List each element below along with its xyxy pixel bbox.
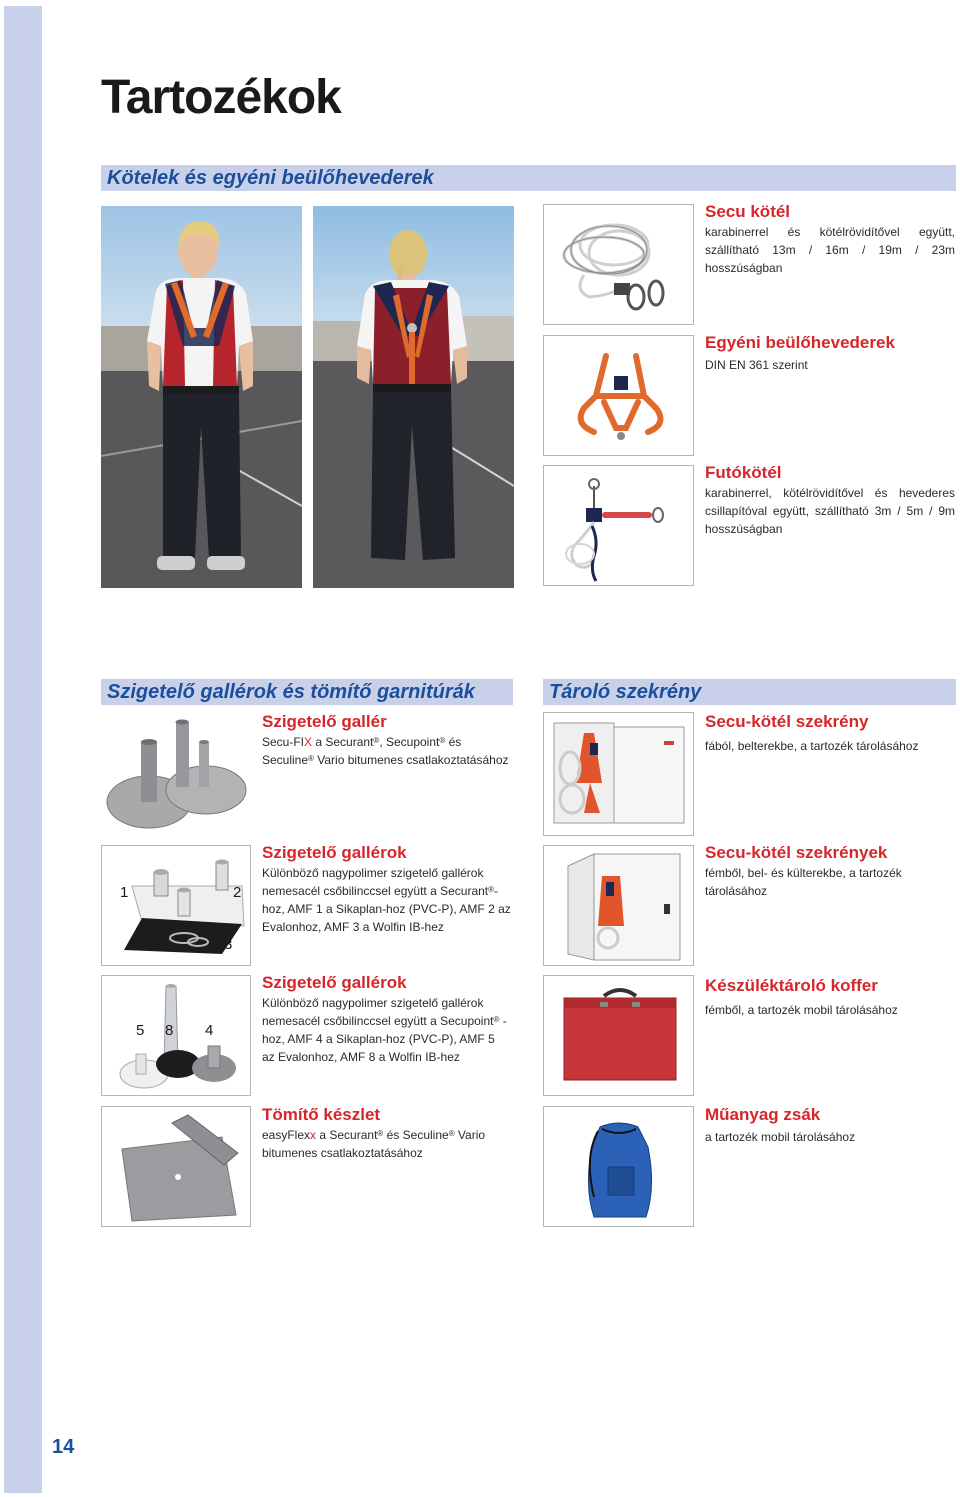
item-title-cabinets-metal: Secu-kötél szekrények: [705, 843, 888, 862]
section-title-ropes: Kötelek és egyéni beülőhevederek: [107, 167, 434, 189]
item-desc-plastic-bag: a tartozék mobil tárolásához: [705, 1130, 856, 1144]
desc-part: és Seculine: [262, 735, 462, 767]
image-harness: [543, 335, 694, 456]
item-desc-equipment-case: fémből, a tartozék mobil tárolásához: [705, 1003, 898, 1017]
item-title-cabinet-wood: Secu-kötél szekrény: [705, 712, 869, 731]
item-desc-collar: [262, 733, 512, 769]
image-plastic-bag: [543, 1106, 694, 1227]
desc-part: easyFlex: [262, 1128, 311, 1142]
desc-part: Különböző nagypolimer szigetelő gallérok nemesacél csőbilinccsel együtt a Securant: [262, 866, 489, 898]
item-title-collars-b: Szigetelő gallérok: [262, 973, 407, 992]
item-desc-runner-rope: karabinerrel, kötélrövidítővel és hevederes csillapítóval együtt, szállítható 3m / 5m / 9m hosszúságban: [705, 486, 955, 536]
section-title-collars: Szigetelő gallérok és tömítő garnitúrák: [107, 681, 475, 703]
section-band-storage: [543, 679, 956, 705]
registered-mark: ®: [373, 736, 380, 745]
item-desc-cabinet-wood: fából, belterekbe, a tartozék tárolásához: [705, 739, 919, 753]
page-number: 14: [52, 1436, 75, 1458]
item-desc-cabinets-metal: fémből, bel- és külterekbe, a tartozék tárolásához: [705, 866, 902, 898]
registered-mark: ®: [448, 1129, 455, 1138]
desc-part: , Secupoint: [379, 735, 440, 749]
section-band-ropes: [101, 165, 956, 191]
item-desc-harness: DIN EN 361 szerint: [705, 358, 808, 372]
image-equipment-case: [543, 975, 694, 1096]
item-title-runner-rope: Futókötél: [705, 463, 782, 482]
registered-mark: ®: [308, 754, 314, 763]
item-desc-collars-a: [262, 864, 517, 936]
photo-harness-back: [313, 206, 514, 588]
collar-label-5: 5: [136, 1022, 145, 1039]
item-desc-collars-b: [262, 994, 507, 1066]
desc-part-red: x: [310, 1128, 317, 1142]
collar-label-1: 1: [120, 884, 129, 901]
item-title-collars-a: Szigetelő gallérok: [262, 843, 407, 862]
desc-part: Vario bitumenes csatlakoztatásához: [262, 1128, 486, 1160]
section-title-storage: Tároló szekrény: [549, 681, 702, 703]
item-title-secu-rope: Secu kötél: [705, 202, 791, 221]
item-title-harness: Egyéni beülőhevederek: [705, 333, 895, 352]
left-sidebar-band: [4, 6, 42, 1493]
item-title-collar: Szigetelő gallér: [262, 712, 387, 731]
photo-harness-front: [101, 206, 302, 588]
collar-label-8: 8: [165, 1022, 174, 1039]
desc-part: Vario bitumenes csatlakoztatásához: [313, 753, 509, 767]
desc-part-red: X: [304, 735, 313, 749]
image-secu-rope: [543, 204, 694, 325]
item-title-seal-kit: Tömítő készlet: [262, 1105, 381, 1124]
image-seal-kit: [101, 1106, 251, 1227]
registered-mark: ®: [377, 1129, 384, 1138]
item-desc-seal-kit: [262, 1126, 507, 1162]
image-collars-a: [101, 845, 251, 966]
registered-mark: ®: [493, 1015, 500, 1024]
page-title: Tartozékok: [101, 71, 341, 124]
item-title-equipment-case: Készüléktároló koffer: [705, 976, 878, 995]
desc-part: a Securant: [316, 1128, 378, 1142]
desc-part: és Seculine: [383, 1128, 449, 1142]
desc-part: -hoz, AMF 1 a Sikaplan-hoz (PVC-P), AMF 2 az Evalonhoz, AMF 3 a Wolfin IB-hez: [262, 884, 511, 934]
desc-part: -hoz, AMF 4 a Sikaplan-hoz (PVC-P), AMF 5 az Evalonhoz, AMF 8 a Wolfin IB-hez: [262, 1014, 507, 1064]
image-runner-rope: [543, 465, 694, 586]
item-desc-secu-rope: karabinerrel és kötélrövidítővel együtt, szállítható 13m / 16m / 19m / 23m hosszúságban: [705, 225, 955, 275]
registered-mark: ®: [488, 885, 495, 894]
item-title-plastic-bag: Műanyag zsák: [705, 1105, 821, 1124]
desc-part: Secu-FI: [262, 735, 305, 749]
collar-label-2: 2: [233, 884, 242, 901]
image-cabinet-wood: [543, 712, 694, 836]
registered-mark: ®: [439, 736, 446, 745]
collar-label-4: 4: [205, 1022, 214, 1039]
collar-label-3: 3: [224, 936, 233, 953]
image-collar: [101, 712, 251, 836]
desc-part: Különböző nagypolimer szigetelő gallérok nemesacél csőbilinccsel együtt a Secupoint: [262, 996, 494, 1028]
image-cabinets-metal: [543, 845, 694, 966]
image-collars-b: [101, 975, 251, 1096]
desc-part: a Securant: [312, 735, 374, 749]
section-band-collars: [101, 679, 513, 705]
